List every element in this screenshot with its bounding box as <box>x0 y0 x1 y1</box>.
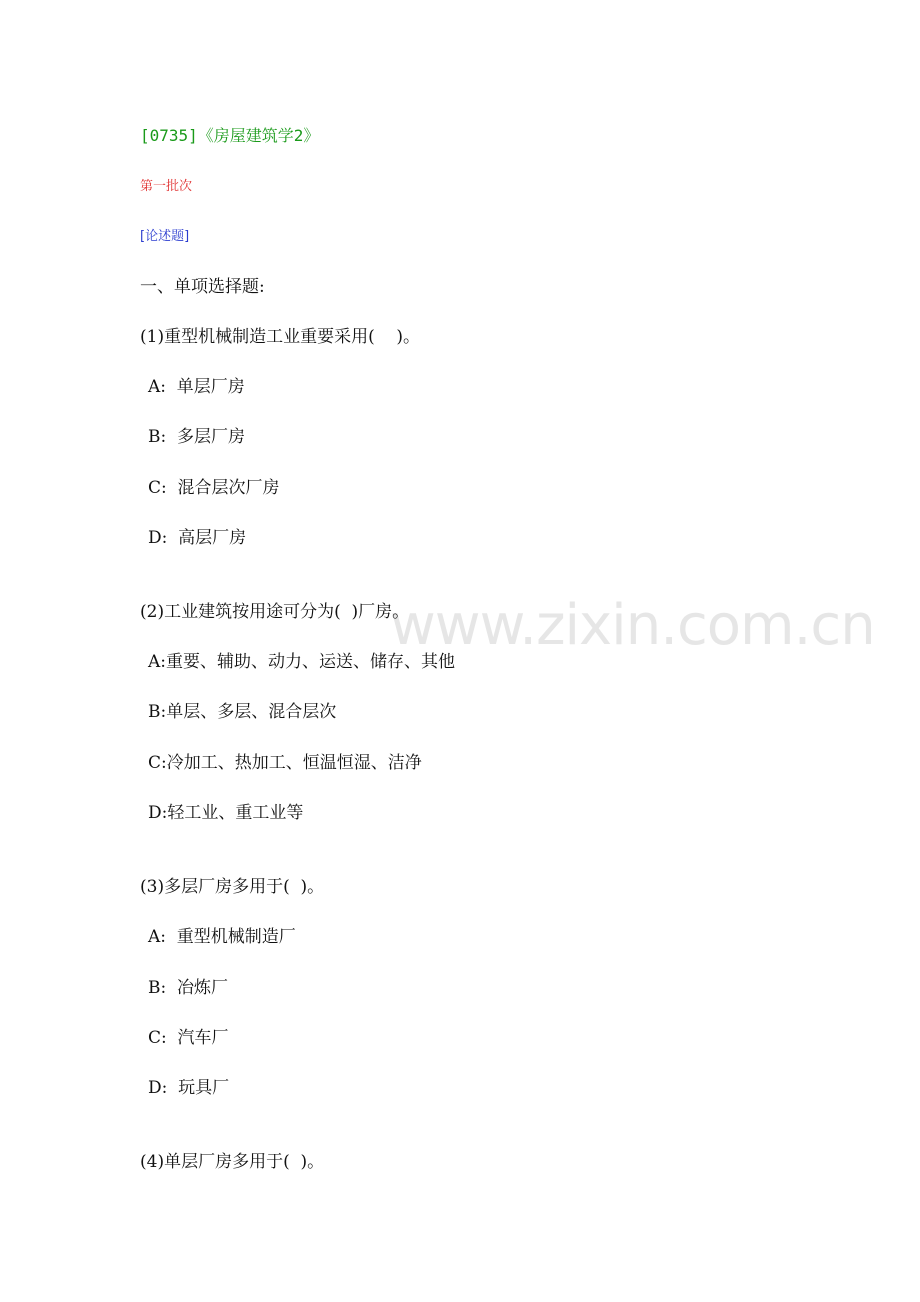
question-1-text: (1)重型机械制造工业重要采用( )。 <box>140 327 420 347</box>
question-2-option-d: D:轻工业、重工业等 <box>148 803 304 823</box>
question-type-label: [论述题] <box>140 229 190 244</box>
question-3-option-b: B: 冶炼厂 <box>148 978 229 998</box>
question-2-option-b: B:单层、多层、混合层次 <box>148 702 337 722</box>
question-1-option-b: B: 多层厂房 <box>148 427 246 447</box>
question-1-option-d: D: 高层厂房 <box>148 528 247 548</box>
section-heading: 一、单项选择题: <box>140 277 265 297</box>
question-3-option-a: A: 重型机械制造厂 <box>148 927 296 947</box>
question-3-option-d: D: 玩具厂 <box>148 1078 230 1098</box>
question-2-option-a: A:重要、辅助、动力、运送、储存、其他 <box>148 652 456 672</box>
document-title: [0735]《房屋建筑学2》 <box>140 126 320 145</box>
question-4-text: (4)单层厂房多用于( )。 <box>140 1152 325 1172</box>
question-2-option-c: C:冷加工、热加工、恒温恒湿、洁净 <box>148 753 422 773</box>
question-2-text: (2)工业建筑按用途可分为( )厂房。 <box>140 602 410 622</box>
question-3-option-c: C: 汽车厂 <box>148 1028 229 1048</box>
question-3-text: (3)多层厂房多用于( )。 <box>140 877 325 897</box>
batch-label: 第一批次 <box>140 179 193 194</box>
question-1-option-c: C: 混合层次厂房 <box>148 478 280 498</box>
watermark: www.zixin.com.cn <box>390 593 875 658</box>
question-1-option-a: A: 单层厂房 <box>148 377 245 397</box>
